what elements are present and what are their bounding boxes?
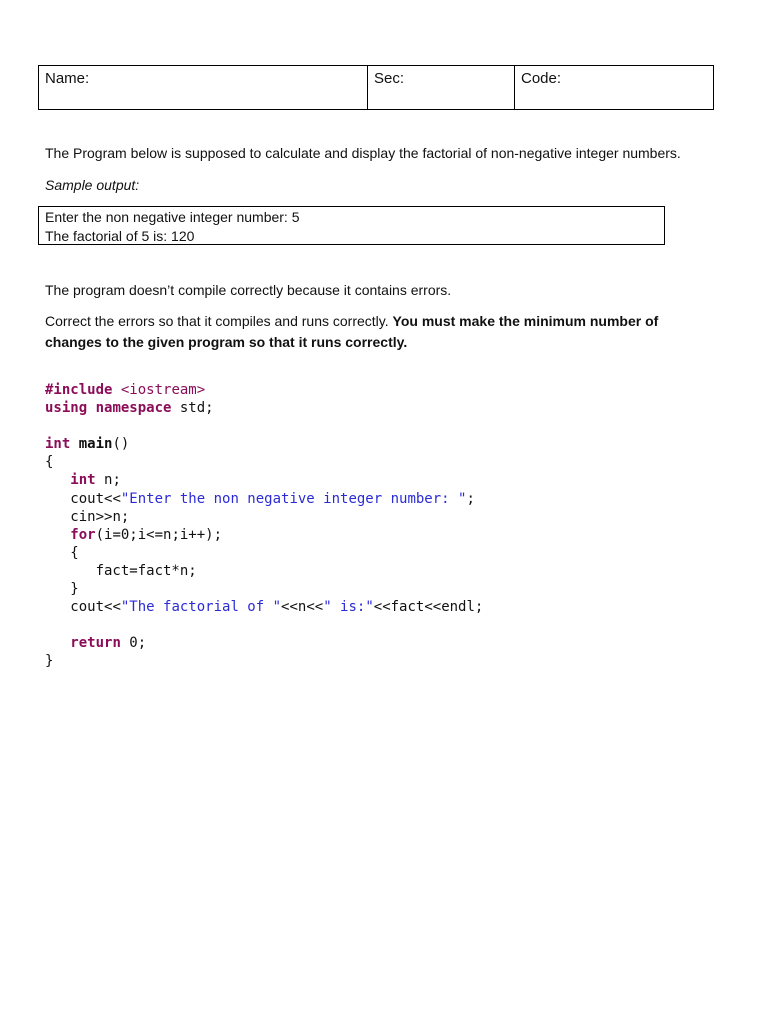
- section-cell[interactable]: [368, 66, 515, 110]
- sample-output-label: Sample output:: [45, 177, 140, 193]
- code-line: [45, 634, 483, 652]
- code-line: [45, 453, 483, 471]
- code-line: [45, 471, 483, 489]
- code-text: n;: [95, 472, 121, 489]
- code-line-blank: [45, 616, 483, 634]
- code-line: [45, 598, 483, 616]
- code-line: [45, 435, 483, 453]
- code-cell[interactable]: [515, 66, 714, 110]
- instructions-emphasis: You must make the minimum number of changes to the given program so that it runs correctly.: [45, 313, 659, 350]
- code-text: cin>>n;: [70, 508, 130, 525]
- code-string: "Enter the non negative integer number: ": [120, 490, 467, 507]
- code-text: {: [70, 544, 79, 561]
- code-keyword: using: [45, 400, 88, 417]
- code-line: [45, 490, 483, 508]
- section-label: Sec:: [374, 70, 405, 87]
- code-line: [45, 508, 483, 526]
- code-line: [45, 562, 483, 580]
- code-listing: [45, 381, 483, 671]
- include-directive: #include: [45, 382, 113, 398]
- code-text: <<fact<<endl;: [373, 599, 484, 616]
- intro-text: The Program below is supposed to calculate and display the factorial of non-negative integer numbers.: [45, 145, 681, 161]
- code-keyword: namespace: [95, 400, 172, 417]
- code-line-blank: [45, 417, 483, 435]
- code-text: (i=0;i<=n;i++);: [95, 526, 223, 543]
- sample-output-line: The factorial of 5 is: 120: [45, 228, 195, 244]
- code-label: Code:: [521, 70, 562, 87]
- code-string: " is:": [323, 599, 374, 616]
- code-text: (): [112, 436, 130, 453]
- code-text: cout<<: [70, 599, 121, 616]
- code-text: ;: [466, 490, 475, 507]
- code-keyword: int: [70, 472, 96, 489]
- compile-note: The program doesn’t compile correctly because it contains errors.: [45, 282, 452, 298]
- code-text: std;: [171, 400, 214, 417]
- code-keyword: return: [70, 635, 121, 652]
- code-text: 0;: [120, 635, 147, 652]
- code-keyword: for: [70, 526, 96, 543]
- name-label: Name:: [45, 70, 90, 87]
- sample-output-box: [38, 206, 665, 245]
- student-info-table: [38, 65, 714, 110]
- code-text: fact=fact*n;: [95, 562, 197, 579]
- code-line: [45, 580, 483, 598]
- code-line: [45, 652, 483, 670]
- code-text: }: [45, 653, 54, 670]
- code-text: <<n<<: [281, 599, 324, 616]
- code-line: [45, 399, 483, 417]
- code-line: [45, 544, 483, 562]
- instructions-paragraph: [45, 311, 717, 353]
- include-header: <iostream>: [112, 382, 206, 398]
- code-line: [45, 526, 483, 544]
- name-cell[interactable]: [39, 66, 368, 110]
- sample-output-line: Enter the non negative integer number: 5: [45, 209, 300, 225]
- function-name: main: [78, 436, 113, 453]
- code-text: cout<<: [70, 490, 121, 507]
- code-string: "The factorial of ": [120, 599, 282, 616]
- code-keyword: int: [45, 436, 71, 453]
- code-text: {: [45, 454, 54, 471]
- code-line: [45, 381, 483, 399]
- code-text: }: [70, 581, 79, 598]
- instructions-text: Correct the errors so that it compiles and runs correctly.: [45, 313, 393, 329]
